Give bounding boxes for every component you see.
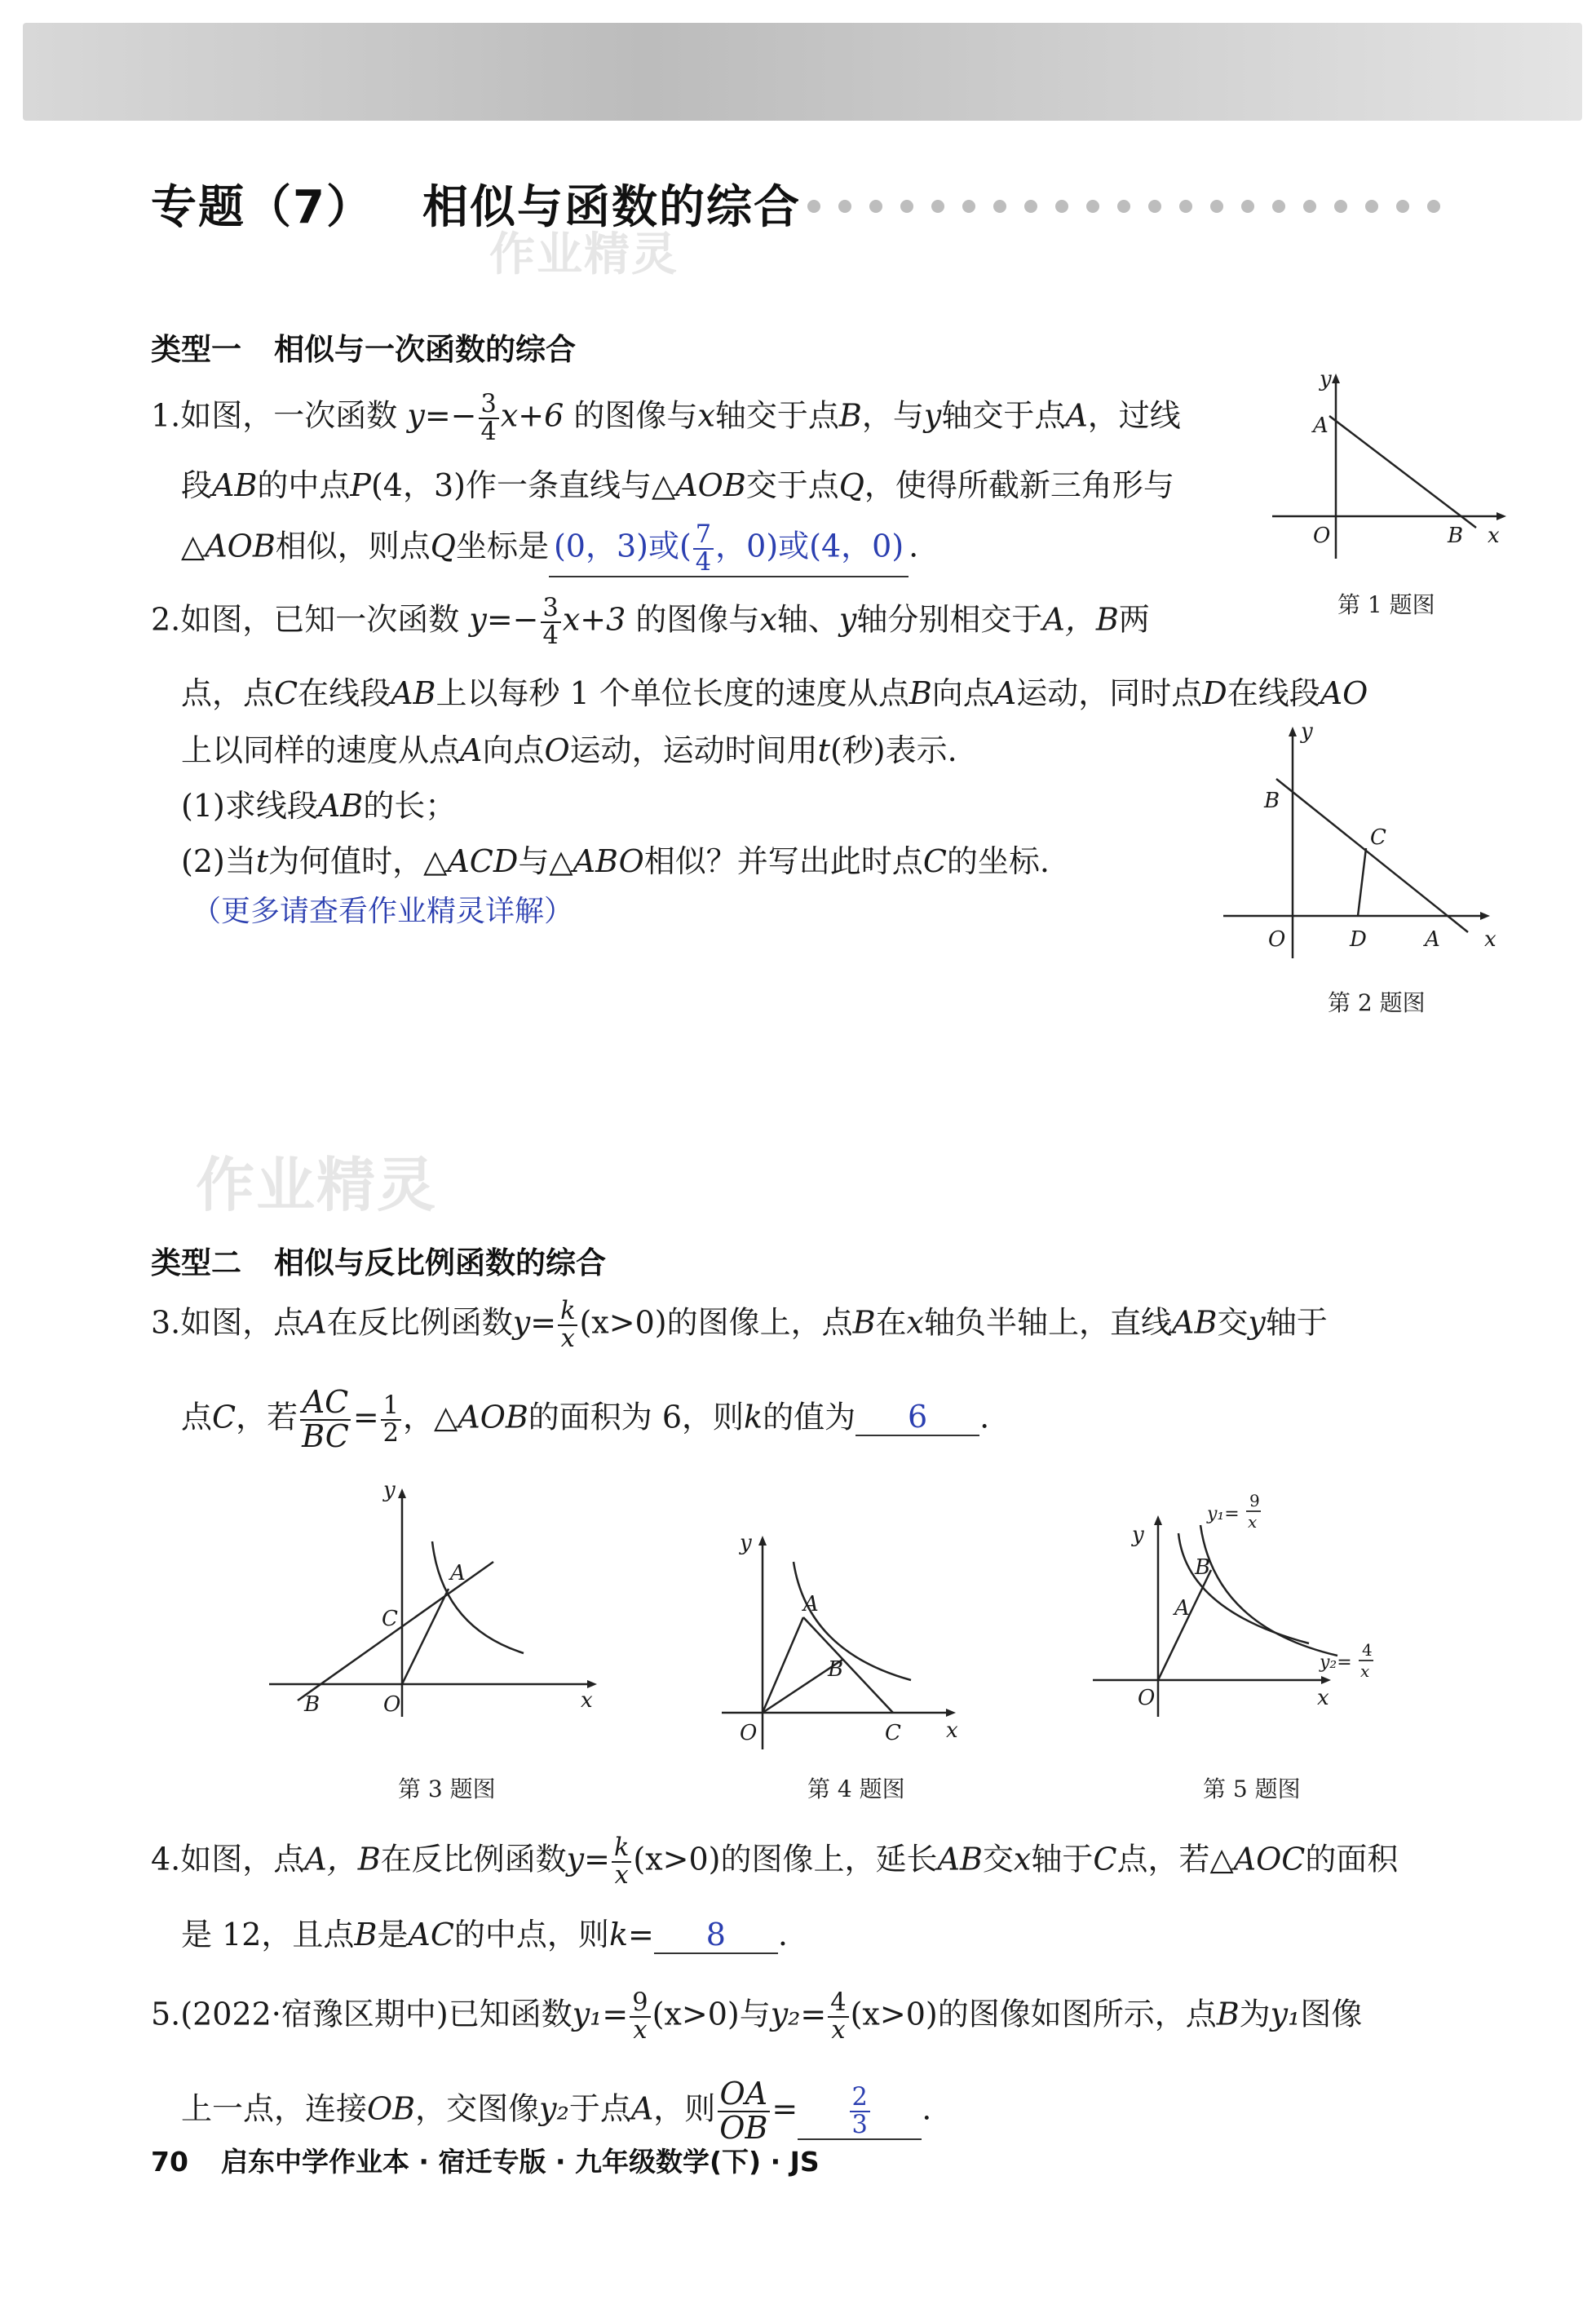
label-y: y (1301, 719, 1313, 744)
page-title (151, 171, 801, 237)
segment-ob (1158, 1570, 1211, 1680)
label-a: A (1425, 927, 1440, 952)
curve-y2 (1178, 1533, 1309, 1643)
q1-line-1: 1.如图，一次函数 y=− $\frac{3}{4}$ x+6 的图像与x轴交于点B，与y轴交于点A，过线 (151, 390, 1181, 446)
segment-oa (402, 1589, 449, 1684)
label-c: C (382, 1607, 398, 1631)
label-b: B (828, 1657, 844, 1682)
label-y: y (383, 1478, 396, 1502)
label-b: B (1448, 524, 1464, 548)
label-o: O (1268, 927, 1286, 952)
label-x: x (1488, 524, 1500, 548)
hyperbola (432, 1541, 524, 1653)
q1-line-2: 段AB的中点P(4，3)作一条直线与△AOB交于点Q，使得所截新三角形与 (181, 467, 1174, 503)
label-c: C (1370, 825, 1386, 850)
label-d: D (1350, 927, 1367, 952)
q3-line-2: 点C，若 $\frac{AC}{BC}$ = $\frac{1}{2}$ ，△AOB的面积为 6，则k的值为 6 . (181, 1384, 990, 1454)
figure-caption: 第 4 题图 (807, 1776, 905, 1802)
figure-4 (722, 1529, 975, 1749)
answer-blank: 8 (654, 1918, 778, 1954)
label-y: y (1132, 1523, 1144, 1547)
more-link[interactable]: （更多请查看作业精灵详解） (192, 895, 574, 928)
segment-cd (1358, 848, 1366, 916)
curve-y1 (1200, 1525, 1337, 1656)
q4-line-1: 4.如图，点A，B在反比例函数y= $\frac{k}{x}$ (x>0)的图像上，延长AB交x轴于C点，若△AOC的面积 (151, 1833, 1399, 1890)
label-y: y (740, 1531, 752, 1555)
q3-line-1: 3.如图，点A在反比例函数y= $\frac{k}{x}$ (x>0)的图像上，点B在x轴负半轴上，直线AB交y轴于 (151, 1297, 1328, 1353)
page-footer (151, 2141, 820, 2179)
figure-caption: 第 2 题图 (1328, 989, 1426, 1016)
label-x: x (1317, 1686, 1329, 1710)
topic-label: 专题（7） (151, 181, 374, 234)
label-y: y (1320, 367, 1332, 391)
fraction: $\frac{3}{4}$ (479, 391, 499, 445)
q5-line-2: 上一点，连接OB，交图像y₂于点A，则 $\frac{OA}{OB}$ = $\frac{2}{3}$ . (181, 2076, 932, 2146)
label-a: A (1313, 413, 1329, 438)
label-o: O (740, 1721, 758, 1745)
label-a: A (1174, 1596, 1190, 1621)
label-o: O (1313, 524, 1331, 548)
q2-part-2: (2)当t为何值时，△ACD与△ABO相似？并写出此时点C的坐标. (181, 843, 1050, 879)
label-x: x (946, 1718, 958, 1743)
figure-5 (1093, 1488, 1403, 1717)
watermark: 作业精灵 (196, 1151, 438, 1219)
section-heading: 类型二 相似与反比例函数的综合 (151, 1245, 606, 1280)
figure-caption: 第 1 题图 (1337, 591, 1435, 618)
label-b: B (1195, 1555, 1211, 1580)
label-x: x (581, 1688, 593, 1713)
answer-blank: (0，3)或( $\frac{7}{4}$ ，0)或(4，0) (549, 522, 909, 577)
top-banner (23, 23, 1582, 121)
label-b: B (1264, 789, 1280, 813)
figure-caption: 第 5 题图 (1203, 1776, 1301, 1802)
label-a: A (803, 1592, 819, 1616)
title-dots (807, 194, 1558, 219)
label-y2-num: 4 (1362, 1640, 1373, 1660)
figure-1 (1272, 367, 1517, 559)
topic-name: 相似与函数的综合 (422, 181, 801, 234)
q5-line-1: 5.(2022·宿豫区期中)已知函数y₁= $\frac{9}{x}$ (x>0)与y₂= $\frac{4}{x}$ (x>0)的图像如图所示，点B为y₁图像 (151, 1988, 1363, 2045)
line-ab (1329, 416, 1476, 528)
answer-blank: 6 (855, 1400, 979, 1436)
q4-line-2: 是 12，且点B是AC的中点，则k= 8 . (181, 1917, 788, 1952)
label-x: x (1484, 927, 1497, 952)
line-ab (1276, 779, 1468, 932)
label-y1: y₁= (1207, 1504, 1240, 1524)
label-b: B (304, 1692, 321, 1717)
label-o: O (383, 1692, 401, 1717)
q1-line-3: △AOB相似，则点Q坐标是 (0，3)或( $\frac{7}{4}$ ，0)或(4，0) . (181, 520, 919, 577)
q2-line-1: 2.如图，已知一次函数 y=− $\frac{3}{4}$ x+3 的图像与x轴、y轴分别相交于A，B两 (151, 594, 1150, 650)
figure-2 (1223, 719, 1517, 966)
figure-3 (269, 1480, 612, 1717)
label-y2: y₂= (1320, 1652, 1352, 1673)
hyperbola (794, 1562, 911, 1680)
label-c: C (885, 1721, 901, 1745)
line-ac (803, 1617, 893, 1713)
label-y2-den: x (1360, 1661, 1370, 1681)
page-number: 70 (151, 2146, 188, 2178)
watermark: 作业精灵 (489, 228, 679, 281)
q2-part-1: (1)求线段AB的长； (181, 788, 457, 824)
q2-line-2: 点，点C在线段AB上以每秒 1 个单位长度的速度从点B向点A运动，同时点D在线段AO (181, 675, 1368, 711)
label-y1-den: x (1248, 1512, 1258, 1532)
label-o: O (1138, 1686, 1156, 1710)
section-heading: 类型一 相似与一次函数的综合 (151, 332, 576, 367)
figure-caption: 第 3 题图 (398, 1776, 496, 1802)
label-y1-num: 9 (1249, 1491, 1260, 1510)
answer-blank: $\frac{2}{3}$ (798, 2085, 922, 2140)
book-title: 启东中学作业本 · 宿迁专版 · 九年级数学(下) · JS (220, 2146, 820, 2178)
q2-line-3: 上以同样的速度从点A向点O运动，运动时间用t(秒)表示. (181, 732, 957, 768)
label-a: A (450, 1561, 466, 1585)
